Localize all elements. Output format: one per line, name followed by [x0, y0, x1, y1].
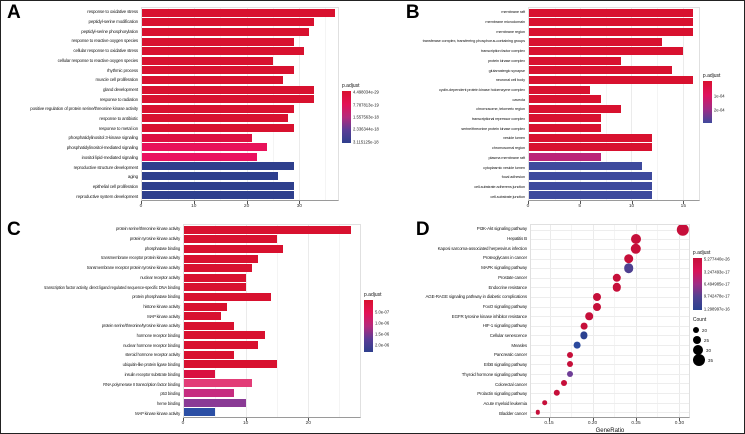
major-gridline — [593, 225, 594, 417]
row-gridline — [531, 307, 689, 308]
plot-column — [528, 7, 700, 210]
bar — [529, 162, 642, 170]
major-gridline — [550, 225, 551, 417]
major-gridline — [308, 225, 309, 417]
axis-tick-label: 30 — [296, 204, 303, 209]
data-point — [574, 342, 581, 349]
category-label: transferase complex, transferring phosphorus-containing groups — [422, 38, 525, 44]
axis-tick-label: 5 — [578, 204, 582, 209]
axis-tick-label: 15 — [680, 204, 686, 209]
legend — [693, 224, 743, 434]
category-label: membrane region — [496, 28, 525, 34]
row-gridline — [531, 316, 689, 317]
bar-chart-c — [1, 224, 418, 427]
category-label: cellular response to reactive oxygen species — [57, 57, 138, 63]
category-label: reproductive structure development — [73, 164, 138, 170]
category-axis — [410, 224, 530, 418]
category-label: neuronal cell body — [495, 77, 525, 83]
x-axis-label: GeneRatio — [595, 428, 625, 434]
bar — [142, 114, 288, 122]
category-label: transmembrane receptor protein kinase activity — [101, 255, 180, 261]
bar — [142, 143, 267, 151]
count-legend — [693, 317, 743, 365]
row-gridline — [531, 355, 689, 356]
data-point — [624, 263, 634, 273]
bar — [142, 124, 294, 132]
legend — [342, 7, 398, 210]
category-label: Kaposi sarcoma-associated herpesvirus infection — [437, 245, 527, 251]
axis-tick-label: 0.20 — [587, 421, 598, 426]
category-label: rhythmic process — [106, 67, 138, 73]
bar — [184, 283, 246, 291]
axis-tick-label: 0 — [139, 204, 143, 209]
bar — [142, 162, 294, 170]
bar — [142, 9, 335, 17]
data-point — [567, 361, 573, 367]
category-label: response to oxidative stress — [87, 9, 138, 15]
bar — [142, 18, 314, 26]
bar — [184, 379, 252, 387]
minor-gridline — [614, 225, 615, 417]
category-label: cell-substrate adherens junction — [474, 184, 525, 189]
category-label: Pancreatic cancer — [493, 352, 527, 358]
category-axis — [1, 7, 141, 201]
category-label: inositol lipid-mediated signaling — [81, 154, 138, 160]
category-label: Measles — [511, 342, 527, 348]
bar — [529, 153, 601, 161]
bar — [184, 255, 258, 263]
bar — [184, 293, 271, 301]
category-label: response to metal ion — [98, 125, 138, 131]
category-label: Bladder cancer — [499, 410, 527, 416]
category-label: phosphatase binding — [144, 245, 180, 251]
legend-tick-label: 5.0e-07 — [375, 309, 390, 315]
legend-tick-label: 1e-04 — [713, 93, 725, 99]
legend-gradient-bar — [342, 91, 351, 143]
bar — [184, 408, 215, 416]
data-point — [613, 283, 621, 291]
row-gridline — [531, 383, 689, 384]
row-gridline — [531, 412, 689, 413]
category-label: Hepatitis B — [507, 236, 527, 242]
category-label: AGE-RAGE signaling pathway in diabetic complications — [425, 294, 527, 300]
data-point — [581, 322, 588, 329]
category-label: positive regulation of protein serine/threonine kinase activity — [30, 106, 138, 112]
axis-tick-label: 10 — [191, 204, 197, 209]
bar — [142, 57, 273, 65]
data-point — [613, 274, 621, 282]
category-label: protein tyrosine kinase activity — [129, 236, 180, 242]
category-label: Endocrine resistance — [488, 284, 527, 290]
legend-gradient-bar — [364, 300, 373, 352]
category-label: histone kinase activity — [143, 303, 180, 309]
legend-title: p.adjust — [342, 83, 360, 89]
bar — [142, 134, 252, 142]
count-legend-item — [693, 355, 743, 365]
category-label: MAP kinase activity — [147, 313, 180, 319]
category-label: focal adhesion — [501, 174, 525, 180]
legend-labels — [353, 91, 398, 143]
bar — [529, 172, 652, 180]
category-label: chromosome, telomeric region — [476, 106, 525, 112]
dot-plot-d — [410, 224, 743, 434]
category-label: Cellular senescence — [489, 333, 527, 339]
axis-tick-label: 0 — [526, 204, 530, 209]
plot-column — [183, 224, 361, 427]
plot-area — [528, 7, 700, 201]
legend-tick-label: 1.557563e-18 — [353, 114, 379, 120]
panel-letter-d: D — [415, 219, 430, 240]
bar — [529, 95, 601, 103]
x-axis — [183, 418, 361, 427]
legend-tick-label: 1.0e-06 — [375, 320, 390, 326]
category-label: EGFR tyrosine kinase inhibitor resistance — [451, 313, 527, 319]
legend-tick-label: 7.787813e-19 — [353, 102, 379, 108]
x-axis — [530, 418, 690, 427]
category-label: response to antibiotic — [99, 116, 138, 122]
bar — [529, 57, 621, 65]
axis-tick-label: 0.25 — [631, 421, 641, 426]
data-point — [536, 410, 540, 414]
category-label: Prostate cancer — [498, 274, 527, 280]
legend-gradient-bar — [693, 258, 702, 310]
category-axis — [400, 7, 528, 201]
legend-tick-label: 2.336344e-18 — [353, 126, 379, 132]
category-label: Proteoglycans in cancer — [483, 255, 527, 261]
major-gridline — [299, 8, 300, 200]
category-label: response to radiation — [99, 96, 138, 102]
legend-tick-label: 6.494985e-17 — [703, 281, 730, 287]
data-point — [630, 244, 640, 254]
data-point — [553, 390, 559, 396]
legend-body — [703, 81, 745, 123]
legend-tick-label: 3.247493e-17 — [703, 269, 730, 275]
minor-gridline — [657, 225, 658, 417]
category-label: ubiquitin-like protein ligase binding — [122, 362, 180, 368]
plot-area — [141, 7, 339, 201]
category-label: protein kinase complex — [487, 57, 525, 63]
legend-body — [693, 258, 743, 310]
major-gridline — [683, 8, 684, 200]
bar-chart-a — [1, 7, 398, 210]
category-label: reproductive system development — [76, 193, 138, 199]
bar — [142, 38, 294, 46]
category-label: caveola — [512, 96, 525, 102]
row-gridline — [531, 364, 689, 365]
bar — [184, 360, 277, 368]
axis-tick-label: 0 — [181, 421, 185, 426]
bar — [142, 76, 283, 84]
bar — [184, 235, 277, 243]
row-gridline — [531, 297, 689, 298]
category-label: cell-substrate junction — [490, 193, 525, 199]
category-label: serine/threonine protein kinase complex — [461, 125, 525, 131]
row-gridline — [531, 249, 689, 250]
plot-area — [183, 224, 361, 418]
row-gridline — [531, 374, 689, 375]
category-label: gland development — [103, 86, 138, 92]
minor-gridline — [277, 225, 278, 417]
x-axis — [528, 201, 700, 210]
legend-tick-label: 9.742478e-17 — [703, 293, 730, 299]
bar — [184, 331, 265, 339]
figure-bottom-row — [1, 218, 744, 434]
row-gridline — [531, 278, 689, 279]
data-point — [593, 293, 601, 301]
legend-title: p.adjust — [364, 292, 382, 298]
category-label: MAP kinase kinase activity — [135, 410, 180, 416]
category-label: vesicle lumen — [503, 135, 525, 141]
bar — [142, 95, 314, 103]
legend-title: p.adjust — [692, 250, 711, 256]
category-label: epithelial cell proliferation — [92, 184, 138, 189]
panel-d — [410, 218, 744, 434]
count-label: 35 — [707, 357, 714, 363]
bar — [529, 114, 601, 122]
minor-gridline — [325, 8, 326, 200]
legend — [703, 7, 745, 210]
count-label: 25 — [703, 337, 710, 343]
bar — [184, 303, 227, 311]
bar — [529, 86, 590, 94]
category-label: Acute myeloid leukemia — [483, 401, 527, 406]
count-legend-title: Count — [692, 317, 707, 323]
category-label: chromosomal region — [491, 145, 525, 151]
category-label: ErbB signaling pathway — [483, 362, 527, 368]
bar — [184, 351, 234, 359]
category-label: HIF-1 signaling pathway — [482, 323, 527, 329]
plot-area — [530, 224, 690, 418]
category-label: PI3K-Akt signaling pathway — [476, 226, 527, 232]
legend-tick-label: 1.298997e-16 — [703, 306, 730, 312]
bar — [529, 38, 662, 46]
category-label: Prolactin signaling pathway — [477, 391, 527, 397]
category-label: membrane raft — [501, 9, 525, 15]
category-label: peptidyl-serine phosphorylation — [81, 28, 138, 34]
category-label: protein serine/threonine kinase activity — [115, 226, 180, 232]
category-label: nuclear hormone receptor binding — [123, 342, 180, 348]
minor-gridline — [571, 225, 572, 417]
category-axis — [1, 224, 183, 418]
bar — [184, 274, 246, 282]
minor-gridline — [339, 225, 340, 417]
category-label: transcription factor activity, direct ligand regulated sequence-specific DNA binding — [44, 284, 180, 290]
data-point — [567, 352, 573, 358]
row-gridline — [531, 287, 689, 288]
panel-b — [400, 1, 744, 218]
category-label: phosphatidylinositol-mediated signaling — [66, 145, 138, 151]
axis-tick-label: 10 — [628, 204, 635, 209]
bar — [184, 264, 252, 272]
count-dot — [693, 327, 699, 333]
category-label: heme binding — [157, 401, 180, 406]
bar — [529, 105, 621, 113]
axis-tick-label: 10 — [243, 421, 249, 426]
category-label: peptidyl-serine modification — [88, 19, 138, 25]
bar — [529, 191, 652, 199]
row-gridline — [531, 268, 689, 269]
category-label: phosphatidylinositol 3-kinase signaling — [68, 135, 138, 141]
axis-tick-label: 20 — [243, 204, 250, 209]
bar — [529, 28, 693, 36]
category-label: transcriptional repressor complex — [471, 116, 525, 122]
axis-tick-label: 0.30 — [674, 421, 685, 426]
plot-column — [141, 7, 339, 210]
panel-letter-a: A — [7, 2, 21, 23]
category-label: nuclear receptor activity — [140, 274, 180, 280]
bar — [184, 399, 246, 407]
bar — [142, 47, 304, 55]
legend-labels — [704, 258, 743, 310]
data-point — [542, 400, 548, 406]
category-label: response to reactive oxygen species — [71, 38, 138, 44]
bar — [142, 66, 294, 74]
bar — [184, 226, 351, 234]
legend-tick-label: 2e-04 — [713, 107, 725, 113]
bar — [529, 143, 652, 151]
category-label: insulin receptor substrate binding — [124, 371, 180, 377]
bar — [142, 153, 257, 161]
row-gridline — [531, 259, 689, 260]
bar — [529, 182, 652, 190]
data-point — [567, 371, 573, 377]
bar — [142, 105, 294, 113]
bar — [142, 28, 309, 36]
bar — [529, 18, 693, 26]
row-gridline — [531, 403, 689, 404]
category-label: cytoplasmic vesicle lumen — [483, 164, 525, 170]
count-legend-item — [693, 325, 743, 335]
category-label: Colorectal cancer — [494, 381, 527, 387]
legend-gradient-bar — [703, 81, 712, 123]
legend-tick-label: 4.498034e-29 — [353, 89, 379, 95]
data-point — [581, 332, 588, 339]
legend-tick-label: 1.5e-06 — [375, 331, 390, 337]
row-gridline — [531, 230, 689, 231]
count-label: 30 — [705, 347, 712, 353]
count-dot — [693, 336, 701, 344]
x-axis — [141, 201, 339, 210]
category-label: aging — [127, 174, 138, 180]
bar — [184, 245, 283, 253]
bar — [142, 172, 278, 180]
bar — [142, 86, 314, 94]
bar — [184, 389, 234, 397]
row-gridline — [531, 326, 689, 327]
bar — [184, 370, 215, 378]
bar — [184, 322, 234, 330]
data-point — [561, 380, 567, 386]
major-gridline — [679, 225, 680, 417]
category-label: muscle cell proliferation — [95, 77, 138, 83]
bar-chart-b — [400, 7, 745, 210]
data-point — [624, 254, 634, 264]
legend-tick-label: 3.115125e-18 — [353, 139, 379, 145]
category-label: transcription factor complex — [481, 48, 525, 54]
category-label: FoxO signaling pathway — [482, 303, 527, 309]
count-legend-items — [693, 325, 743, 365]
bar — [184, 341, 258, 349]
bar — [529, 9, 693, 17]
panel-letter-b: B — [405, 2, 420, 23]
legend-tick-label: 2.0e-06 — [375, 342, 390, 348]
category-label: protein serine/threonine/tyrosine kinase activity — [101, 323, 180, 329]
axis-tick-label: 0.15 — [544, 421, 554, 426]
category-label: hormone receptor binding — [136, 333, 180, 339]
row-gridline — [531, 345, 689, 346]
category-label: MAPK signaling pathway — [481, 265, 527, 271]
count-legend-item — [693, 335, 743, 345]
category-label: RNA polymerase II transcription factor binding — [103, 381, 180, 387]
category-label: p53 binding — [160, 391, 180, 397]
category-label: protein phosphatase binding — [132, 294, 180, 300]
panel-letter-c: C — [7, 219, 21, 240]
bar — [529, 47, 683, 55]
bar — [142, 182, 294, 190]
panel-c — [1, 218, 410, 434]
bar — [184, 312, 221, 320]
category-label: membrane microdomain — [485, 19, 525, 25]
data-point — [677, 224, 689, 236]
plot-column — [530, 224, 690, 434]
panel-a — [1, 1, 400, 218]
count-dot — [693, 354, 705, 366]
legend-labels — [714, 81, 745, 123]
row-gridline — [531, 239, 689, 240]
bar — [529, 66, 672, 74]
count-label: 20 — [701, 327, 708, 333]
category-label: steroid hormone receptor activity — [125, 352, 180, 358]
bar — [529, 134, 652, 142]
bar — [142, 191, 294, 199]
category-label: glutamatergic synapse — [488, 67, 525, 73]
row-gridline — [531, 335, 689, 336]
axis-tick-label: 20 — [305, 421, 312, 426]
bar — [529, 124, 601, 132]
bar — [529, 76, 693, 84]
legend-tick-label: 5.277440e-26 — [703, 256, 730, 262]
legend-title: p.adjust — [702, 73, 721, 79]
legend-body — [342, 91, 398, 143]
category-label: Thyroid hormone signaling pathway — [461, 371, 527, 377]
category-label: transmembrane receptor protein tyrosine kinase activity — [87, 265, 180, 271]
data-point — [593, 303, 601, 311]
category-label: cyclin-dependent protein kinase holoenzyme complex — [438, 86, 525, 92]
category-label: cellular response to oxidative stress — [73, 48, 138, 54]
figure-top-row — [1, 1, 744, 218]
category-label: plasma membrane raft — [488, 154, 525, 160]
data-point — [586, 312, 594, 320]
